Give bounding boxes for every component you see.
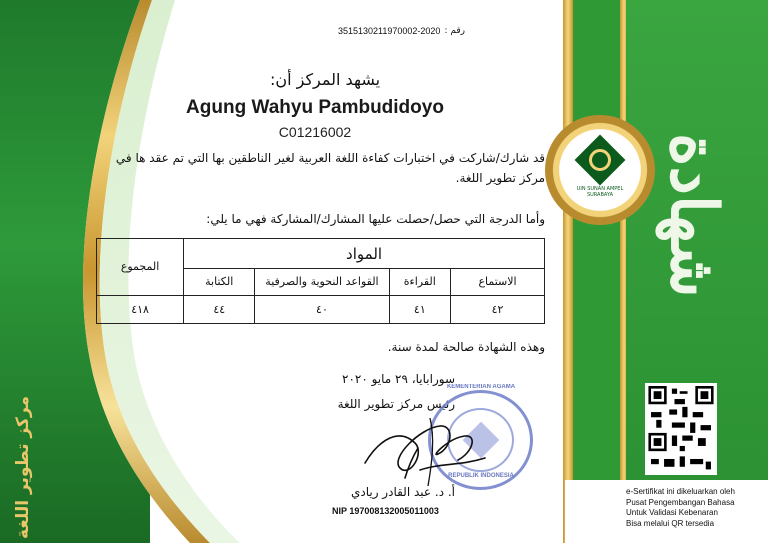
left-vertical-text: مركز تطوير اللغة [13, 395, 33, 539]
certificate-title: شهادة [656, 132, 731, 298]
recipient-name: Agung Wahyu Pambudidoyo [186, 97, 444, 118]
column-writing: الكتابة [184, 269, 255, 295]
qr-code-icon [648, 386, 714, 472]
footer-line2: Pusat Pengembangan Bahasa [626, 497, 735, 507]
head-title: رئيس مركز تطوير اللغة [337, 397, 455, 411]
footer-note [626, 487, 768, 529]
signer-name: أ. د. عبد القادر ريادي [350, 485, 455, 499]
column-grammar: القواعد النحوية والصرفية [255, 269, 389, 295]
total-header: المجموع [97, 239, 184, 296]
seal-text-line2: SURABAYA [586, 192, 614, 198]
column-reading: القراءة [389, 269, 450, 295]
footer-line3: Untuk Validasi Kebenaran [626, 508, 718, 517]
footer-line1: e-Sertifikat ini dikeluarkan oleh [626, 487, 735, 496]
certificate-number-value: 3515130211970002-2020 [338, 26, 441, 36]
witness-line: يشهد المركز أن: [269, 70, 381, 89]
signer-nip: NIP 197008132005011003 [332, 506, 439, 516]
certificate-number [338, 26, 465, 36]
score-grammar: ٤٠ [255, 295, 389, 323]
score-reading: ٤١ [389, 295, 450, 323]
participation-text: قد شارك/شاركت في اختبارات كفاءة اللغة العربية لغير الناطقين بها التي تم عقد ها في مركز تطوير اللغة. [115, 151, 545, 185]
signature [360, 408, 510, 490]
validity-text: وهذه الشهادة صالحة لمدة سنة. [387, 340, 545, 354]
footer-line4: Bisa melalui QR tersedia [626, 518, 715, 528]
score-writing: ٤٤ [184, 295, 255, 323]
stamp-bottom-text: REPUBLIK INDONESIA [448, 473, 514, 479]
scores-table [96, 238, 545, 324]
place-date: سورابايا، ٢٩ مايو ٢٠٢٠ [342, 372, 455, 386]
stamp-top-text: KEMENTERIAN AGAMA [446, 384, 516, 390]
seal-text-line1: UIN SUNAN AMPEL [576, 186, 624, 192]
certificate-number-label: رقم : [444, 26, 465, 36]
score-intro: وأما الدرجة التي حصل/حصلت عليها المشارك/المشاركة فهي ما يلي: [206, 212, 545, 226]
university-seal [545, 115, 655, 225]
university-logo-icon [575, 135, 626, 186]
score-listening: ٤٢ [451, 295, 545, 323]
qr-code[interactable] [645, 383, 717, 475]
recipient-code: C01216002 [278, 124, 352, 140]
right-gold-stripe [563, 0, 573, 543]
score-total: ٤١٨ [97, 295, 184, 323]
column-listening: الاستماع [451, 269, 545, 295]
subjects-header: المواد [184, 239, 545, 269]
table-row [97, 295, 545, 323]
